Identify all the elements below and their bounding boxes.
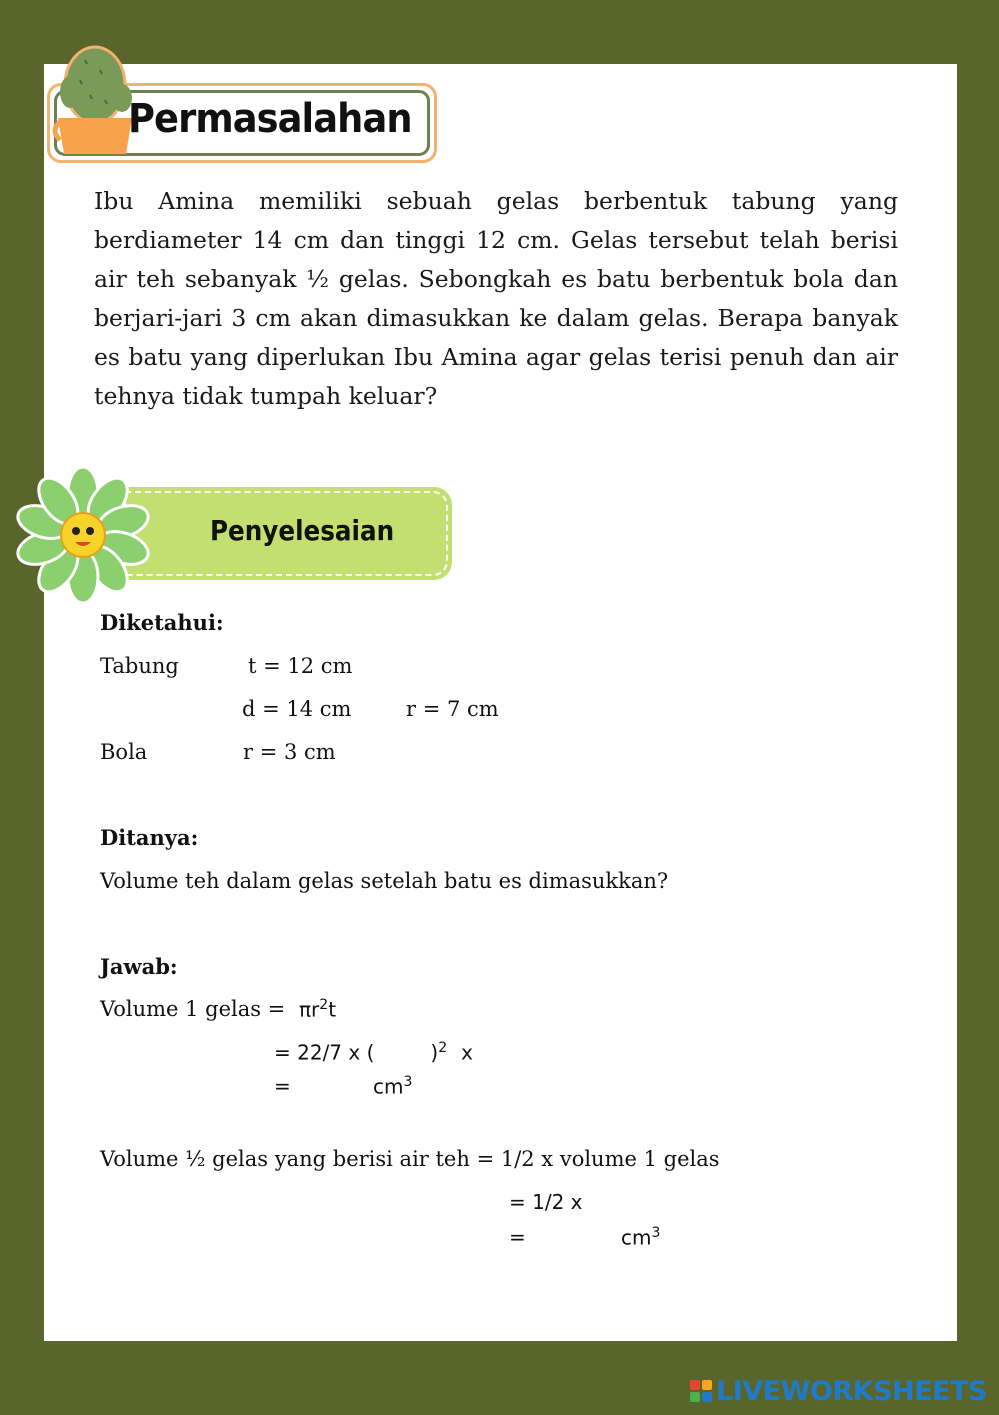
half-step-2-eq: = — [509, 1225, 526, 1249]
half-step-2-unit: $cm^3$ — [621, 1225, 661, 1250]
volume-formula: $\pi r^2t$ — [299, 997, 337, 1022]
tabung-height: t = 12 cm — [248, 654, 353, 678]
cactus-pot-icon — [50, 40, 140, 160]
half-step-1: = 1/2 x — [509, 1190, 583, 1214]
answer-heading: Jawab: — [100, 954, 178, 979]
page-title: Permasalahan — [128, 96, 412, 142]
half-volume-label: Volume ½ gelas yang berisi air teh = 1/2 x volume 1 gelas — [100, 1147, 720, 1171]
tabung-diameter: d = 14 cm — [242, 697, 352, 721]
volume-one-label: Volume 1 gelas = — [100, 997, 286, 1021]
bola-radius: r = 3 cm — [243, 740, 336, 764]
solution-title: Penyelesaian — [210, 514, 395, 547]
tabung-radius: r = 7 cm — [406, 697, 499, 721]
volume-step-1: = 22/7 x ( )$^2$ x — [274, 1040, 473, 1065]
bola-label: Bola — [100, 740, 148, 764]
problem-paragraph: Ibu Amina memiliki sebuah gelas berbentuk tabung yang berdiameter 14 cm dan tinggi 12 cm. Gelas tersebut telah berisi air teh sebanyak ½ gelas. Sebongkah es batu berbentuk bola dan berjari-jari 3 cm akan dimasukkan ke dalam gelas. Berapa banyak es batu yang diperlukan Ibu Amina agar gelas terisi penuh dan air tehnya tidak tumpah keluar? — [94, 187, 898, 410]
asked-text: Volume teh dalam gelas setelah batu es dimasukkan? — [100, 869, 669, 893]
tabung-label: Tabung — [100, 654, 179, 678]
smiling-flower-icon — [12, 466, 154, 604]
volume-step-2-unit: $cm^3$ — [373, 1074, 413, 1099]
liveworksheets-logo: LIVEWORKSHEETS — [690, 1374, 987, 1408]
logo-grid-icon — [690, 1380, 712, 1402]
volume-step-2-eq: = — [274, 1074, 291, 1098]
known-heading: Diketahui: — [100, 610, 224, 635]
asked-heading: Ditanya: — [100, 825, 199, 850]
